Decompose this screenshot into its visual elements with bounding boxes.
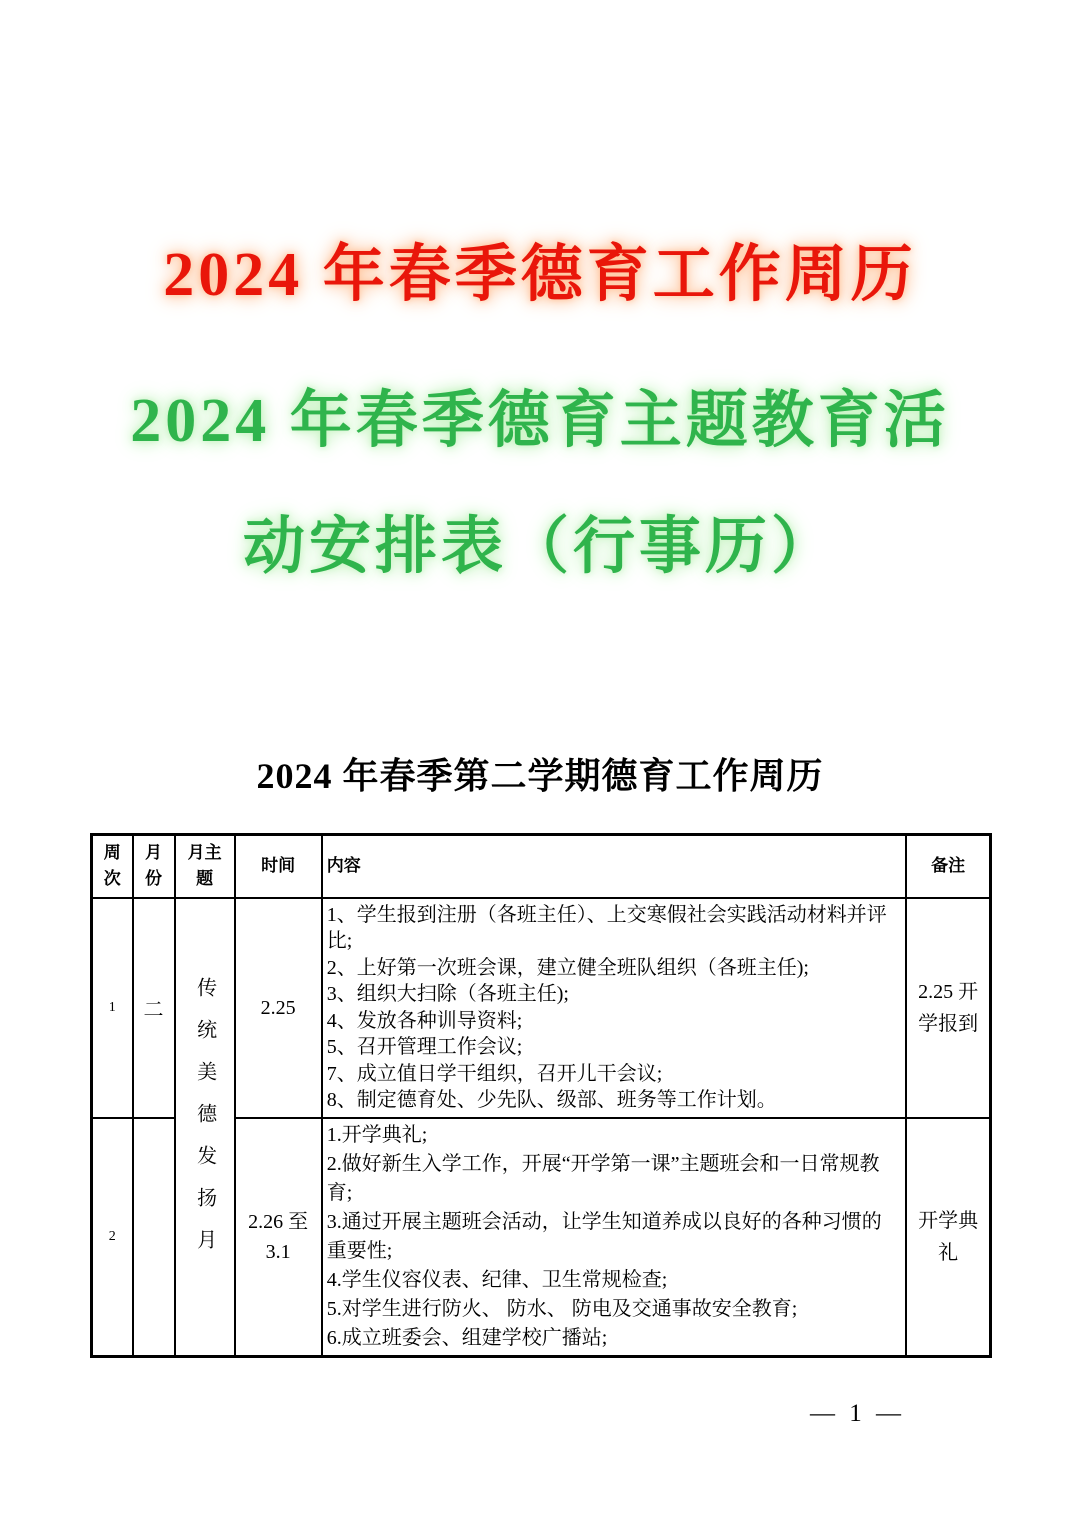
content-item: 5、召开管理工作会议;: [326, 1036, 523, 1058]
header-remark: 备注: [906, 835, 990, 898]
artistic-title-green-line2: 动安排表（行事历）: [242, 513, 837, 581]
month-theme-vertical-text: 传统美德发扬月: [193, 977, 216, 1271]
header-week: 周次: [92, 835, 133, 898]
remark-cell: 开学典礼: [906, 1118, 990, 1357]
content-item: 3.通过开展主题班会活动，让学生知道养成以良好的各种习惯的重要性;: [326, 1210, 882, 1262]
month-value: 二: [133, 898, 175, 1118]
content-cell: [322, 898, 907, 1118]
week-number: 2: [92, 1118, 133, 1357]
time-value: 2.26 至 3.1: [235, 1118, 322, 1357]
month-theme-cell: [175, 898, 235, 1357]
content-item: 7、成立值日学干组织，召开儿干会议;: [326, 1062, 663, 1085]
table-row-week-1: [92, 898, 991, 1118]
header-month: 月份: [133, 835, 175, 898]
content-item: 3、组织大扫除（各班主任);: [326, 983, 569, 1005]
remark-cell: 2.25 开学报到: [906, 898, 990, 1118]
header-month-theme: 月主题: [175, 835, 235, 898]
table-header-row: [92, 835, 991, 898]
header-time: 时间: [235, 835, 322, 898]
content-item: 8、制定德育处、少先队、级部、班务等工作计划。: [326, 1089, 777, 1111]
content-item: 2.做好新生入学工作，开展“开学第一课”主题班会和一日常规教育;: [326, 1152, 880, 1204]
content-item: 2、上好第一次班会课，建立健全班队组织（各班主任);: [326, 956, 809, 979]
weekly-schedule-table: [90, 833, 992, 1358]
table-heading: 2024 年春季第二学期德育工作周历: [256, 756, 824, 796]
content-item: 4.学生仪容仪表、纪律、卫生常规检查;: [326, 1268, 668, 1291]
content-item: 1、学生报到注册（各班主任）、上交寒假社会实践活动材料并评比;: [326, 903, 887, 952]
content-item: 1.开学典礼;: [326, 1123, 428, 1146]
page-number: — 1 —: [810, 1400, 905, 1427]
time-value: 2.25: [235, 898, 322, 1118]
week-number: 1: [92, 898, 133, 1118]
content-item: 4、发放各种训导资料;: [326, 1009, 523, 1032]
content-cell: [322, 1118, 907, 1357]
content-item: 6.成立班委会、组建学校广播站;: [326, 1326, 608, 1349]
header-content: 内容: [322, 835, 907, 898]
month-value: [133, 1118, 175, 1357]
artistic-title-red: 2024 年春季德育工作周历: [163, 241, 917, 309]
artistic-title-green-line1: 2024 年春季德育主题教育活: [130, 387, 950, 455]
content-item: 5.对学生进行防火、 防水、 防电及交通事故安全教育;: [326, 1297, 798, 1320]
